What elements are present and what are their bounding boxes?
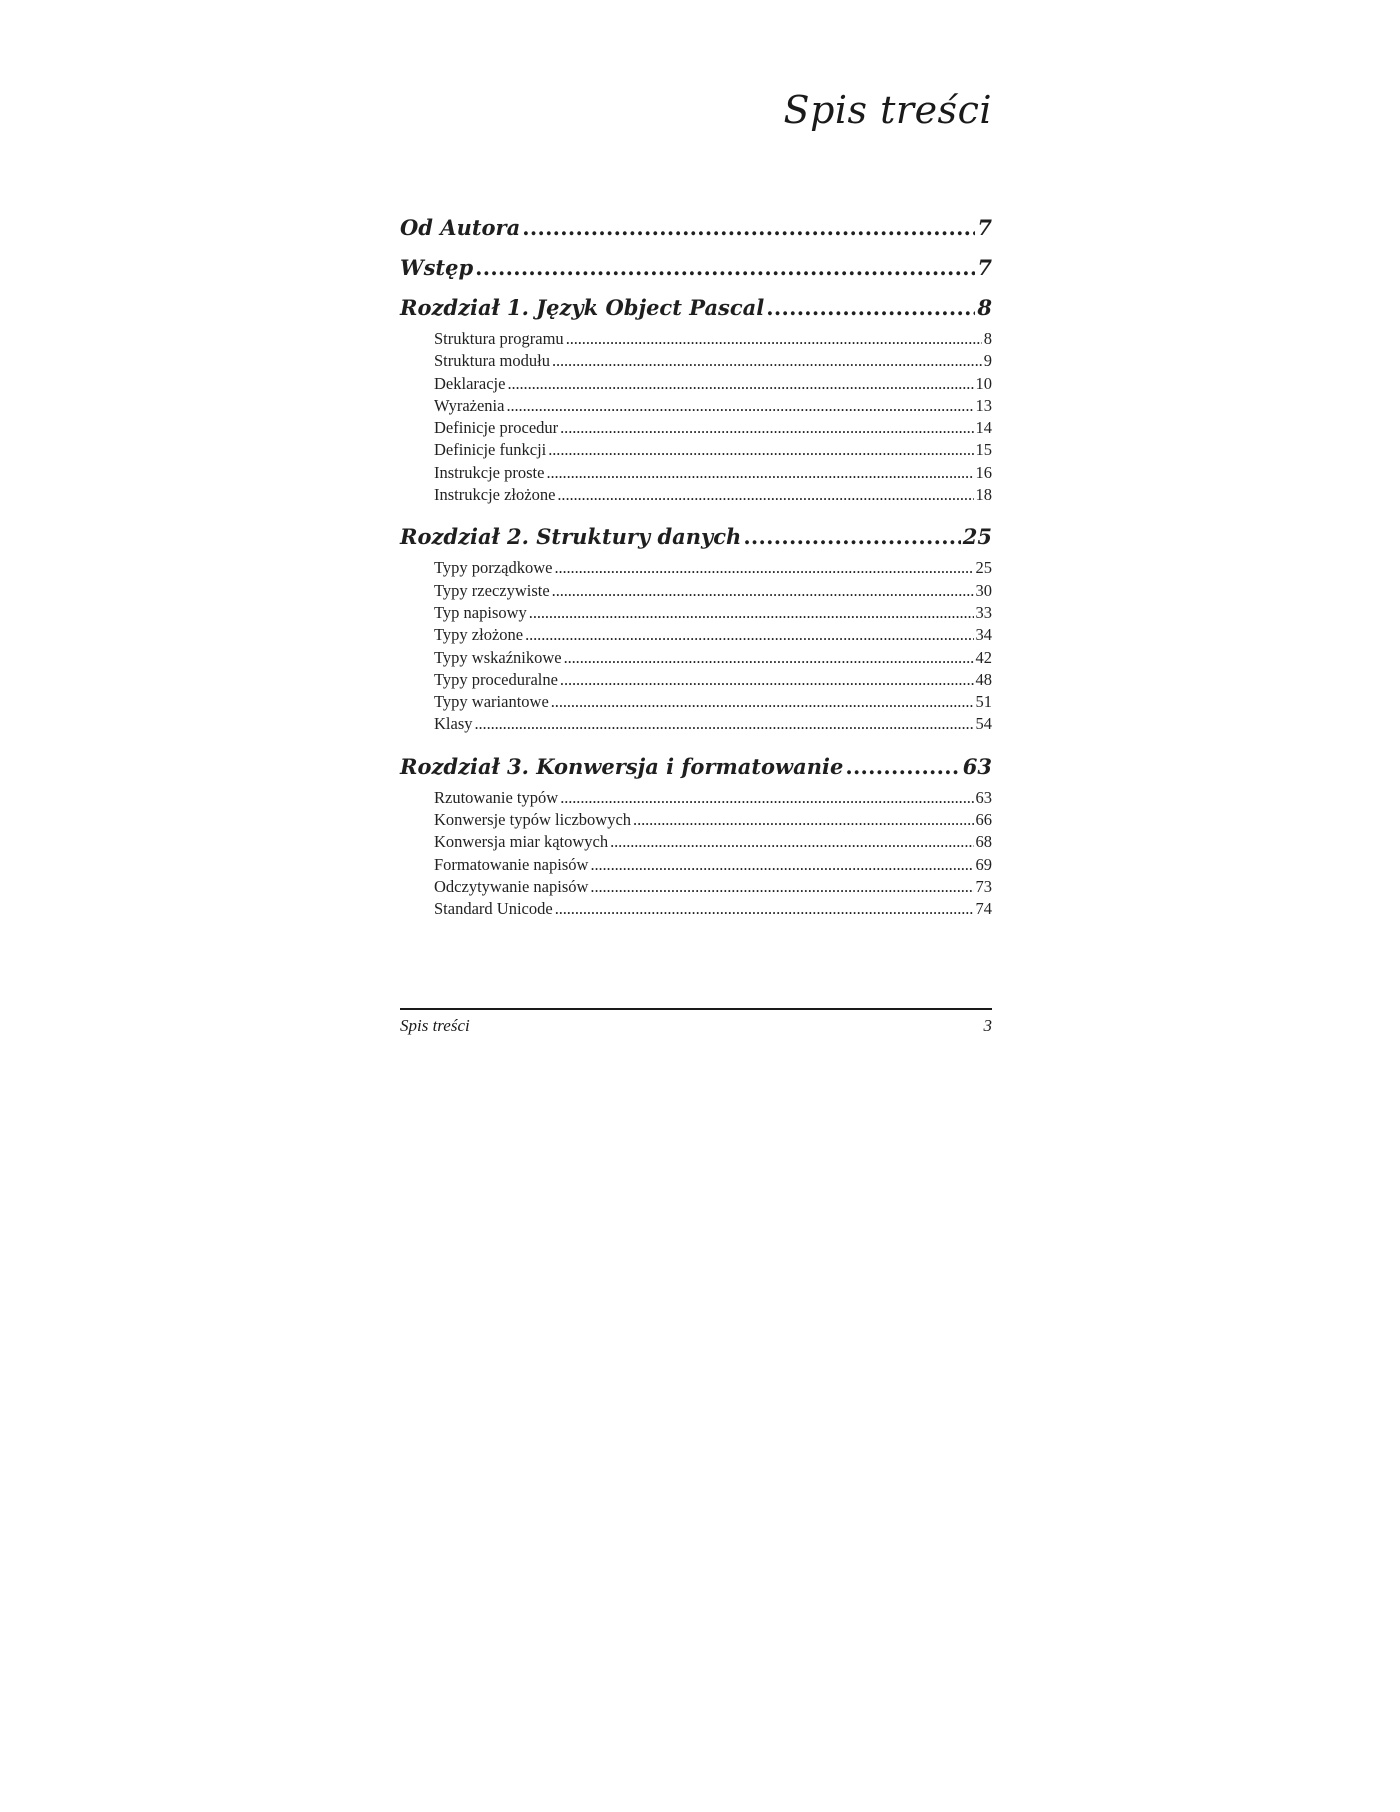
toc-entry-title: Konwersje typów liczbowych <box>434 810 632 830</box>
toc-entry-page: 9 <box>983 351 992 371</box>
toc-entry-page: 10 <box>975 373 992 393</box>
toc-main-entry[interactable] <box>400 208 992 248</box>
toc-entry-page: 34 <box>975 625 992 645</box>
footer-rule <box>400 1008 992 1010</box>
toc-sub-entry[interactable] <box>400 876 992 898</box>
toc-sub-entry[interactable] <box>400 602 992 624</box>
toc-chapter <box>400 517 992 735</box>
toc-sub-entry[interactable] <box>400 580 992 602</box>
dot-leader <box>507 373 973 395</box>
dot-leader <box>557 484 973 506</box>
toc-entry-page: 54 <box>975 714 992 734</box>
toc-entry-title: Standard Unicode <box>434 899 553 919</box>
toc-entry-title: Wyrażenia <box>434 395 505 415</box>
dot-leader <box>560 787 973 809</box>
dot-leader <box>590 876 973 898</box>
toc-sub-entry[interactable] <box>400 439 992 461</box>
toc-sub-entry[interactable] <box>400 624 992 646</box>
toc-entry-page: 63 <box>962 753 992 779</box>
toc-entry-page: 63 <box>975 787 992 807</box>
toc-entry-page: 18 <box>975 485 992 505</box>
dot-leader <box>554 557 973 579</box>
toc-chapter <box>400 747 992 921</box>
toc-sub-entry[interactable] <box>400 373 992 395</box>
toc-entry-page: 7 <box>977 215 992 240</box>
dot-leader <box>546 462 973 484</box>
toc-sub-entry[interactable] <box>400 350 992 372</box>
toc-entry-title: Rzutowanie typów <box>434 787 559 807</box>
dot-leader <box>529 602 974 624</box>
dot-leader <box>633 809 973 831</box>
dot-leader <box>506 395 973 417</box>
toc-entry-page: 48 <box>975 669 992 689</box>
toc-entry-title: Wstęp <box>400 255 474 280</box>
toc-main-entry[interactable] <box>400 288 992 328</box>
toc-entry-title: Formatowanie napisów <box>434 854 589 874</box>
dot-leader <box>475 248 975 288</box>
toc-sub-entry[interactable] <box>400 669 992 691</box>
toc-entry-page: 33 <box>975 602 992 622</box>
toc-entry-page: 66 <box>975 810 992 830</box>
toc-sub-entry[interactable] <box>400 417 992 439</box>
toc-entry-page: 14 <box>975 418 992 438</box>
footer-page-number: 3 <box>983 1016 992 1035</box>
dot-leader <box>766 288 975 328</box>
toc-entry-page: 7 <box>977 255 992 280</box>
toc-main-entry[interactable] <box>400 248 992 288</box>
dot-leader <box>590 854 973 876</box>
dot-leader <box>610 831 973 853</box>
dot-leader <box>552 580 974 602</box>
toc-entry-page: 42 <box>975 647 992 667</box>
dot-leader <box>525 624 973 646</box>
toc-entry-title: Typy wariantowe <box>434 692 549 712</box>
toc-entry-title: Rozdział 1. Język Object Pascal <box>400 295 765 320</box>
toc-subsections <box>400 557 992 735</box>
toc-entry-title: Typ napisowy <box>434 602 527 622</box>
toc-sub-entry[interactable] <box>400 713 992 735</box>
toc-entry-title: Typy proceduralne <box>434 669 558 689</box>
toc-entry-title: Klasy <box>434 714 473 734</box>
toc-sub-entry[interactable] <box>400 898 992 920</box>
toc-chapter <box>400 288 992 506</box>
toc-sub-entry[interactable] <box>400 691 992 713</box>
dot-leader <box>522 208 975 248</box>
toc-sub-entry[interactable] <box>400 462 992 484</box>
toc-entry-title: Definicje funkcji <box>434 440 547 460</box>
toc-sub-entry[interactable] <box>400 484 992 506</box>
toc-entry-page: 25 <box>975 558 992 578</box>
toc-sub-entry[interactable] <box>400 557 992 579</box>
toc-entry-title: Typy złożone <box>434 625 524 645</box>
toc-entry-title: Deklaracje <box>434 373 506 393</box>
toc-entry-title: Instrukcje proste <box>434 462 545 482</box>
toc-entry-page: 15 <box>975 440 992 460</box>
toc-entry-page: 51 <box>975 692 992 712</box>
dot-leader <box>566 328 982 350</box>
dot-leader <box>551 691 974 713</box>
table-of-contents <box>400 208 992 932</box>
toc-chapter <box>400 208 992 248</box>
page-footer <box>400 1014 992 1038</box>
dot-leader <box>845 747 960 787</box>
toc-sub-entry[interactable] <box>400 831 992 853</box>
dot-leader <box>475 713 974 735</box>
toc-entry-page: 16 <box>975 462 992 482</box>
toc-subsections <box>400 328 992 506</box>
toc-entry-title: Struktura modułu <box>434 351 550 371</box>
toc-entry-title: Rozdział 3. Konwersja i formatowanie <box>400 753 844 779</box>
toc-sub-entry[interactable] <box>400 328 992 350</box>
dot-leader <box>564 647 974 669</box>
toc-entry-page: 25 <box>962 524 992 550</box>
page-title: Spis treści <box>783 88 992 132</box>
toc-sub-entry[interactable] <box>400 395 992 417</box>
toc-entry-title: Instrukcje złożone <box>434 485 556 505</box>
toc-entry-page: 73 <box>975 876 992 896</box>
dot-leader <box>555 898 974 920</box>
toc-entry-title: Odczytywanie napisów <box>434 876 589 896</box>
toc-main-entry[interactable] <box>400 517 992 557</box>
toc-entry-title: Od Autora <box>400 215 521 240</box>
toc-entry-page: 68 <box>975 832 992 852</box>
toc-entry-title: Konwersja miar kątowych <box>434 832 609 852</box>
dot-leader <box>743 517 960 557</box>
toc-main-entry[interactable] <box>400 747 992 787</box>
toc-entry-page: 74 <box>975 899 992 919</box>
toc-entry-page: 30 <box>975 580 992 600</box>
toc-entry-title: Typy rzeczywiste <box>434 580 550 600</box>
dot-leader <box>552 350 982 372</box>
dot-leader <box>548 439 973 461</box>
toc-entry-page: 69 <box>975 854 992 874</box>
footer-section-title: Spis treści <box>400 1016 470 1035</box>
toc-subsections <box>400 787 992 921</box>
toc-sub-entry[interactable] <box>400 787 992 809</box>
toc-sub-entry[interactable] <box>400 854 992 876</box>
toc-sub-entry[interactable] <box>400 809 992 831</box>
toc-sub-entry[interactable] <box>400 647 992 669</box>
toc-entry-page: 8 <box>977 295 992 320</box>
toc-entry-title: Rozdział 2. Struktury danych <box>400 524 742 550</box>
dot-leader <box>560 669 974 691</box>
toc-entry-page: 8 <box>983 329 992 348</box>
toc-entry-title: Definicje procedur <box>434 418 559 438</box>
toc-entry-title: Typy wskaźnikowe <box>434 647 562 667</box>
toc-entry-title: Typy porządkowe <box>434 558 553 578</box>
toc-entry-title: Struktura programu <box>434 329 564 348</box>
toc-chapter <box>400 248 992 288</box>
dot-leader <box>560 417 973 439</box>
toc-entry-page: 13 <box>975 395 992 415</box>
